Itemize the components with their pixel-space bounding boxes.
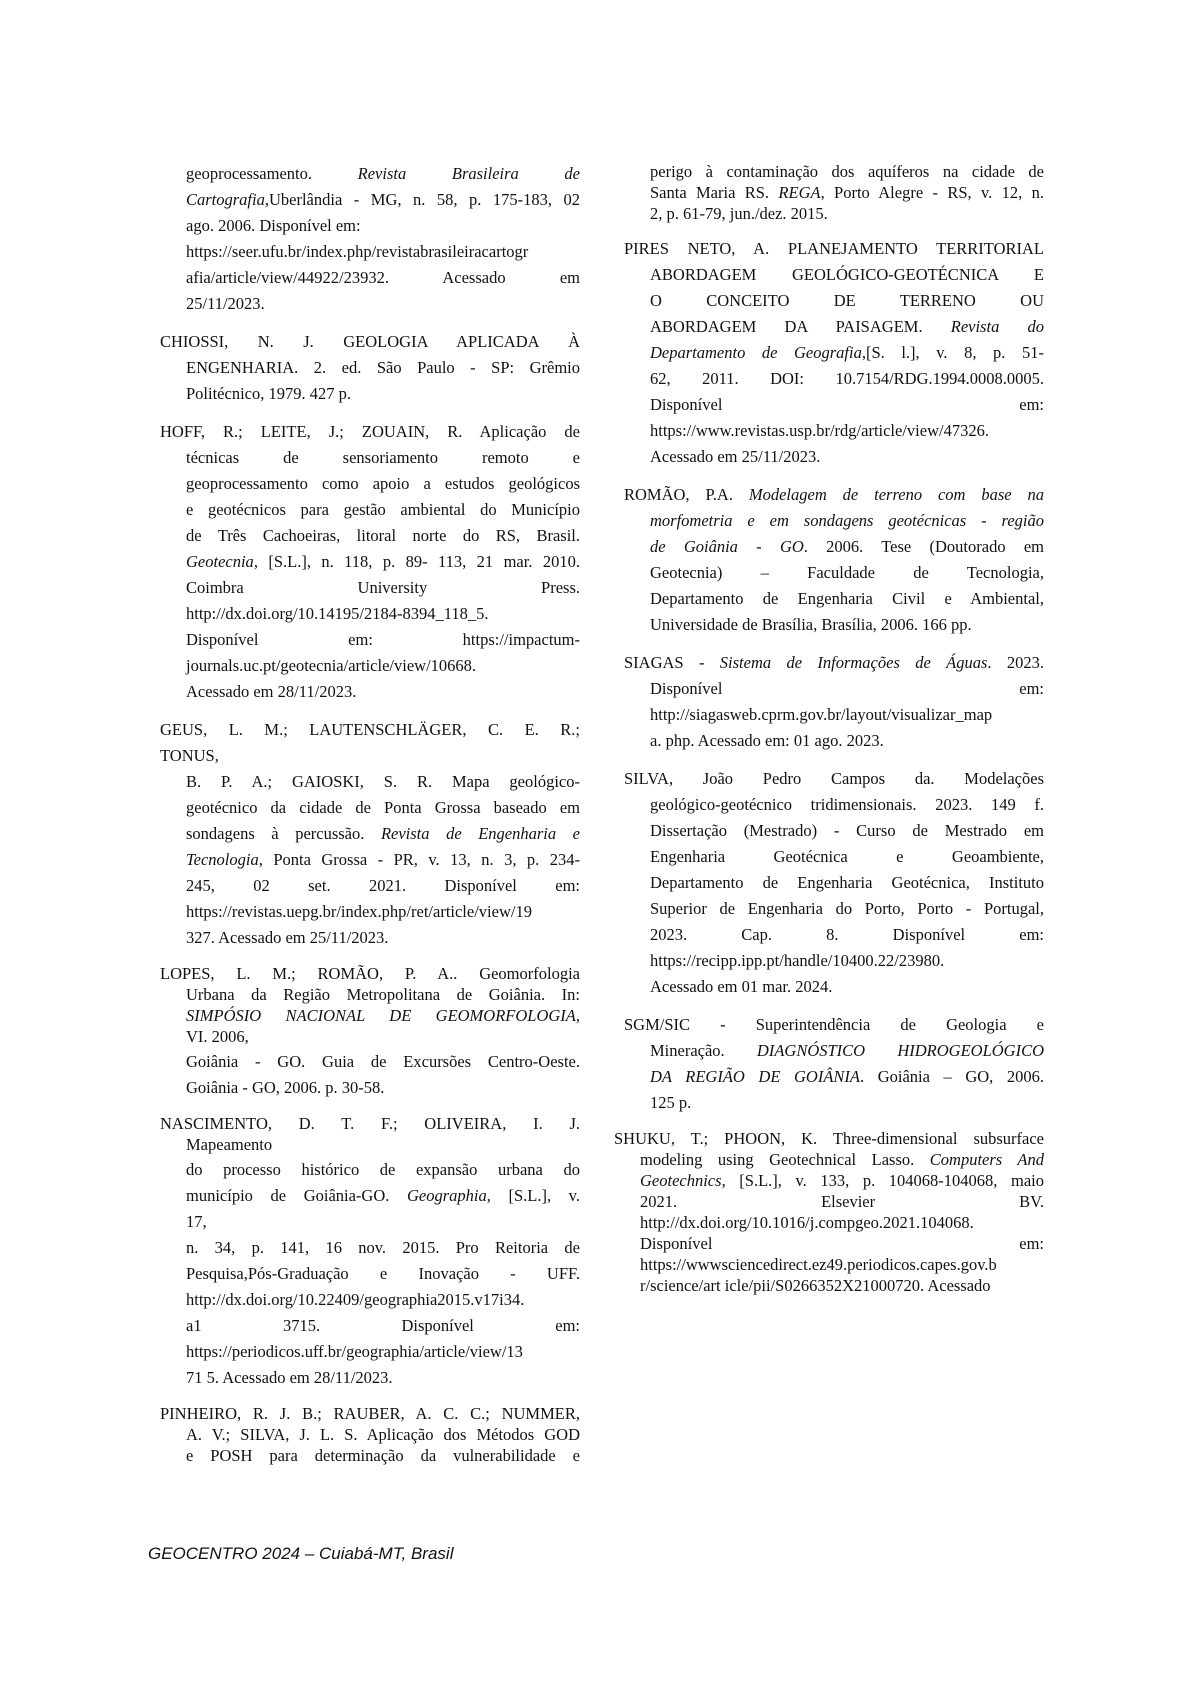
reference-line: http://siagasweb.cprm.gov.br/layout/visualizar_map (650, 705, 993, 724)
reference-line: Tecnologia, Ponta Grossa - PR, v. 13, n. 3, p. 234- (186, 850, 580, 869)
reference-line: https://www.revistas.usp.br/rdg/article/view/47326. (650, 421, 989, 440)
reference-line: Geotechnics, [S.L.], v. 133, p. 104068-104068, maio (640, 1171, 1044, 1190)
reference-entry (160, 1049, 580, 1101)
reference-entry (160, 963, 580, 1047)
reference-line: ABORDAGEM DA PAISAGEM. Revista do (650, 317, 1044, 336)
reference-line: morfometria e em sondagens geotécnicas - região (650, 511, 1044, 530)
reference-line: ENGENHARIA. 2. ed. São Paulo - SP: Grêmio (186, 358, 580, 377)
reference-line: geoprocessamento como apoio a estudos geológicos (186, 474, 580, 493)
reference-line: Coimbra University Press. (186, 578, 580, 597)
reference-line: Santa Maria RS. REGA, Porto Alegre - RS, v. 12, n. (650, 183, 1044, 202)
reference-line: 2021. Elsevier BV. (640, 1192, 1044, 1211)
reference-line: perigo à contaminação dos aquíferos na cidade de (650, 162, 1044, 181)
reference-line: HOFF, R.; LEITE, J.; ZOUAIN, R. Aplicação de (160, 422, 580, 441)
reference-entry (624, 236, 1044, 470)
reference-line: PINHEIRO, R. J. B.; RAUBER, A. C. C.; NUMMER, (160, 1404, 580, 1423)
reference-entry (160, 1403, 580, 1466)
reference-line: afia/article/view/44922/23932. Acessado em (186, 268, 580, 287)
reference-line: https://seer.ufu.br/index.php/revistabrasileiracartogr (186, 242, 529, 261)
reference-line: VI. 2006, (186, 1027, 249, 1046)
reference-line: Acessado em 25/11/2023. (650, 447, 821, 466)
reference-line: SGM/SIC - Superintendência de Geologia e (624, 1015, 1044, 1034)
reference-line: Departamento de Engenharia Civil e Ambiental, (650, 589, 1044, 608)
reference-line: técnicas de sensoriamento remoto e (186, 448, 580, 467)
reference-line: do processo histórico de expansão urbana do (186, 1160, 580, 1179)
reference-line: Geotecnia) – Faculdade de Tecnologia, (650, 563, 1044, 582)
reference-entry (614, 1128, 1044, 1296)
reference-line: Universidade de Brasília, Brasília, 2006. 166 pp. (650, 615, 972, 634)
reference-line: município de Goiânia-GO. Geographia, [S.L.], v. (186, 1186, 580, 1205)
reference-line: Departamento de Geografia,[S. l.], v. 8, p. 51- (650, 343, 1044, 362)
reference-line: B. P. A.; GAIOSKI, S. R. Mapa geológico- (186, 772, 580, 791)
reference-line: SHUKU, T.; PHOON, K. Three-dimensional subsurface (614, 1129, 1044, 1148)
references-left-column (160, 161, 580, 1478)
reference-line: SIMPÓSIO NACIONAL DE GEOMORFOLOGIA, (186, 1006, 580, 1025)
reference-line: Geotecnia, [S.L.], n. 118, p. 89- 113, 21 mar. 2010. (186, 552, 580, 571)
reference-entry (624, 766, 1044, 1000)
reference-line: 71 5. Acessado em 28/11/2023. (186, 1368, 393, 1387)
reference-line: geotécnico da cidade de Ponta Grossa baseado em (186, 798, 580, 817)
reference-line: TONUS, (160, 746, 219, 765)
reference-entry (624, 482, 1044, 638)
reference-line: NASCIMENTO, D. T. F.; OLIVEIRA, I. J. (160, 1114, 580, 1133)
reference-line: http://dx.doi.org/10.1016/j.compgeo.2021.104068. (640, 1213, 974, 1232)
reference-entry (160, 161, 580, 317)
reference-line: Disponível em: https://impactum- (186, 630, 580, 649)
reference-line: a1 3715. Disponível em: (186, 1316, 580, 1335)
reference-line: Mineração. DIAGNÓSTICO HIDROGEOLÓGICO (650, 1041, 1044, 1060)
reference-line: Acessado em 01 mar. 2024. (650, 977, 833, 996)
reference-line: geológico-geotécnico tridimensionais. 2023. 149 f. (650, 795, 1044, 814)
reference-line: r/science/art icle/pii/S0266352X21000720. Acessado (640, 1276, 991, 1295)
reference-line: Departamento de Engenharia Geotécnica, Instituto (650, 873, 1044, 892)
reference-line: Disponível em: (650, 679, 1044, 698)
reference-line: ago. 2006. Disponível em: (186, 216, 361, 235)
reference-entry (160, 717, 580, 951)
reference-entry (624, 161, 1044, 224)
reference-line: de Três Cachoeiras, litoral norte do RS, Brasil. (186, 526, 580, 545)
reference-entry (624, 1012, 1044, 1116)
reference-line: Disponível em: (640, 1234, 1044, 1253)
reference-line: https://periodicos.uff.br/geographia/article/view/13 (186, 1342, 523, 1361)
reference-line: Engenharia Geotécnica e Geoambiente, (650, 847, 1044, 866)
reference-entry (160, 419, 580, 705)
reference-line: Disponível em: (650, 395, 1044, 414)
reference-line: Urbana da Região Metropolitana de Goiânia. In: (186, 985, 580, 1004)
page-footer: GEOCENTRO 2024 – Cuiabá-MT, Brasil (148, 1544, 454, 1563)
reference-line: https://wwwsciencedirect.ez49.periodicos.capes.gov.b (640, 1255, 997, 1274)
reference-line: DA REGIÃO DE GOIÂNIA. Goiânia – GO, 2006. (650, 1067, 1044, 1086)
reference-line: SILVA, João Pedro Campos da. Modelações (624, 769, 1044, 788)
reference-line: Cartografia,Uberlândia - MG, n. 58, p. 175-183, 02 (186, 190, 580, 209)
reference-line: ROMÃO, P.A. Modelagem de terreno com base na (624, 485, 1044, 504)
reference-line: ABORDAGEM GEOLÓGICO-GEOTÉCNICA E (650, 265, 1044, 284)
reference-line: Acessado em 28/11/2023. (186, 682, 357, 701)
references-right-column (614, 161, 1044, 1308)
reference-line: Goiânia - GO, 2006. p. 30-58. (186, 1078, 385, 1097)
reference-line: 2, p. 61-79, jun./dez. 2015. (650, 204, 828, 223)
reference-line: Dissertação (Mestrado) - Curso de Mestrado em (650, 821, 1044, 840)
reference-line: 125 p. (650, 1093, 692, 1112)
reference-line: CHIOSSI, N. J. GEOLOGIA APLICADA À (160, 332, 580, 351)
reference-line: 327. Acessado em 25/11/2023. (186, 928, 389, 947)
reference-entry (160, 1157, 580, 1391)
reference-line: de Goiânia - GO. 2006. Tese (Doutorado em (650, 537, 1044, 556)
reference-line: a. php. Acessado em: 01 ago. 2023. (650, 731, 884, 750)
reference-line: GEUS, L. M.; LAUTENSCHLÄGER, C. E. R.; (160, 720, 580, 739)
reference-line: PIRES NETO, A. PLANEJAMENTO TERRITORIAL (624, 239, 1044, 258)
reference-line: 2023. Cap. 8. Disponível em: (650, 925, 1044, 944)
reference-line: LOPES, L. M.; ROMÃO, P. A.. Geomorfologia (160, 964, 580, 983)
reference-line: 17, (186, 1212, 207, 1231)
reference-line: 62, 2011. DOI: 10.7154/RDG.1994.0008.0005. (650, 369, 1044, 388)
reference-line: Pesquisa,Pós-Graduação e Inovação - UFF. (186, 1264, 580, 1283)
reference-line: A. V.; SILVA, J. L. S. Aplicação dos Métodos GOD (186, 1425, 580, 1444)
reference-line: e POSH para determinação da vulnerabilidade e (186, 1446, 580, 1465)
reference-line: Superior de Engenharia do Porto, Porto - Portugal, (650, 899, 1044, 918)
reference-line: http://dx.doi.org/10.14195/2184-8394_118_5. (186, 604, 489, 623)
reference-line: Goiânia - GO. Guia de Excursões Centro-Oeste. (186, 1052, 580, 1071)
reference-line: Mapeamento (186, 1135, 273, 1154)
reference-line: modeling using Geotechnical Lasso. Computers And (640, 1150, 1044, 1169)
reference-line: 245, 02 set. 2021. Disponível em: (186, 876, 580, 895)
reference-line: http://dx.doi.org/10.22409/geographia2015.v17i34. (186, 1290, 525, 1309)
reference-line: O CONCEITO DE TERRENO OU (650, 291, 1044, 310)
reference-line: SIAGAS - Sistema de Informações de Águas. 2023. (624, 653, 1044, 672)
reference-line: n. 34, p. 141, 16 nov. 2015. Pro Reitoria de (186, 1238, 580, 1257)
reference-entry (160, 329, 580, 407)
reference-entry (160, 1113, 580, 1155)
reference-line: e geotécnicos para gestão ambiental do Município (186, 500, 580, 519)
reference-line: 25/11/2023. (186, 294, 265, 313)
reference-line: Politécnico, 1979. 427 p. (186, 384, 351, 403)
reference-entry (624, 650, 1044, 754)
reference-line: sondagens à percussão. Revista de Engenharia e (186, 824, 580, 843)
reference-line: https://revistas.uepg.br/index.php/ret/article/view/19 (186, 902, 532, 921)
reference-line: geoprocessamento. Revista Brasileira de (186, 164, 580, 183)
reference-line: journals.uc.pt/geotecnia/article/view/10668. (186, 656, 477, 675)
reference-line: https://recipp.ipp.pt/handle/10400.22/23980. (650, 951, 945, 970)
